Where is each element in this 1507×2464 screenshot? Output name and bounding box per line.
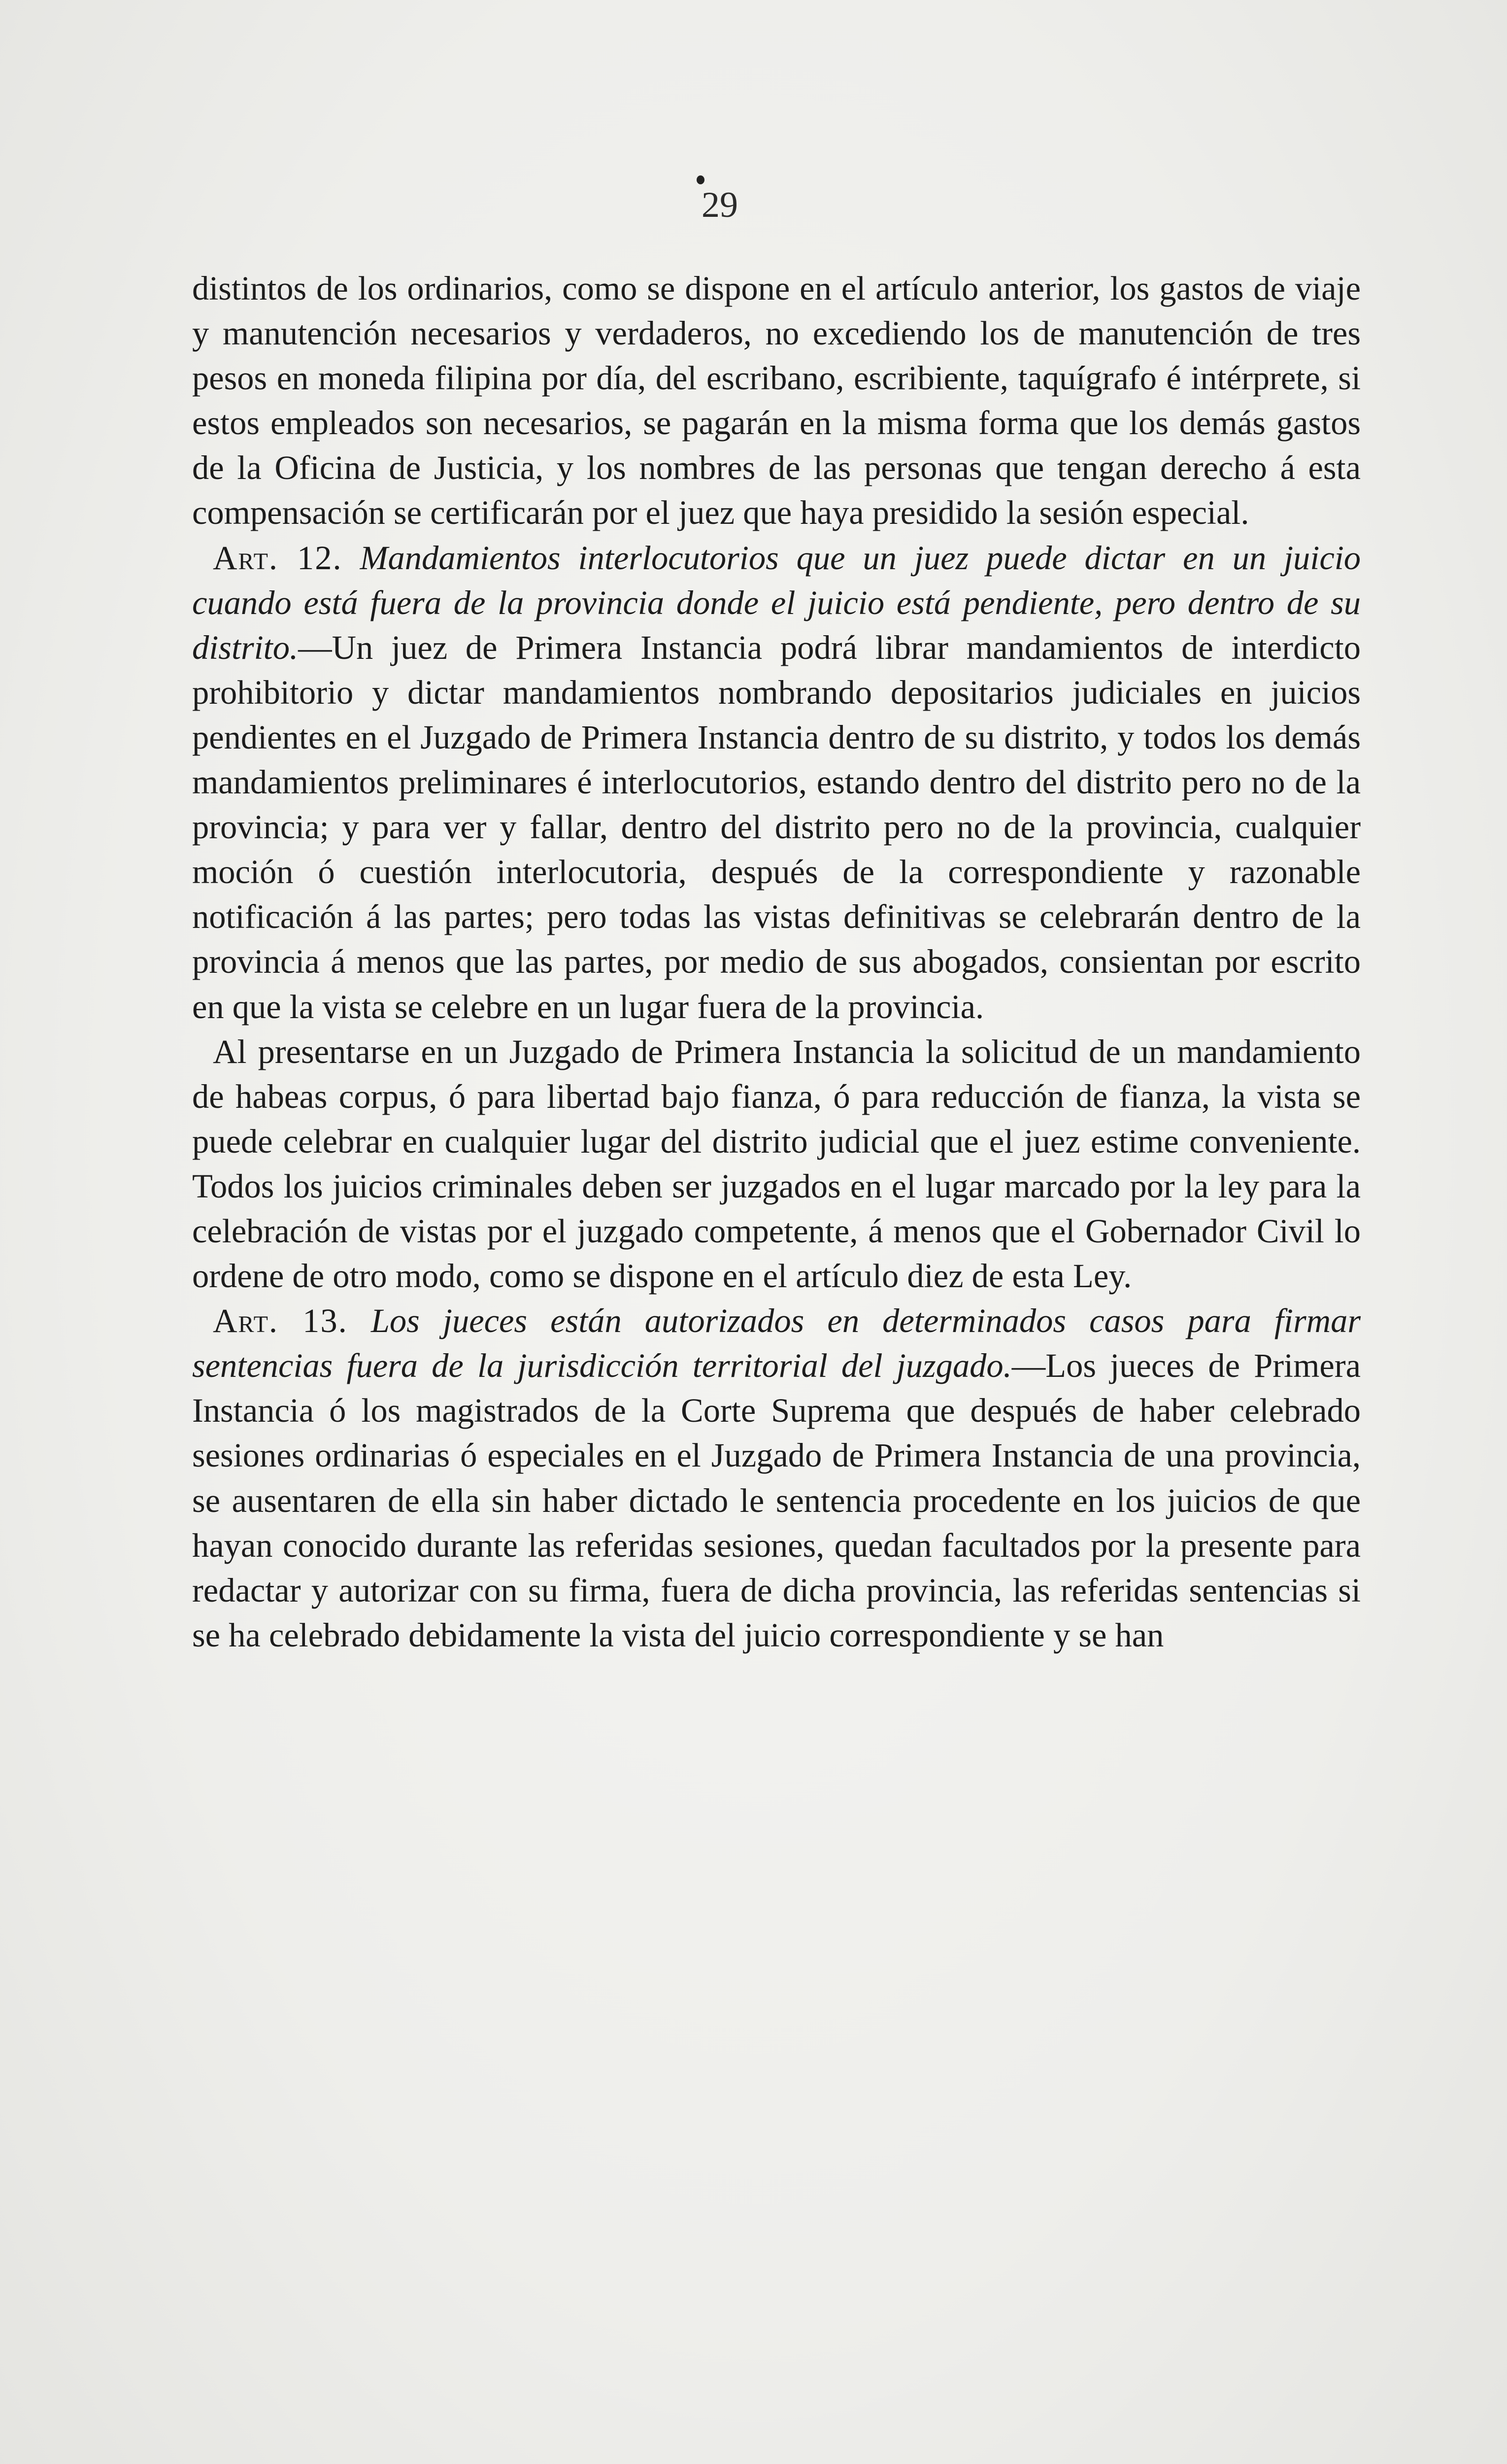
- page-number: 29: [702, 185, 738, 225]
- paragraph-continuation: distintos de los ordinarios, como se dispone en el artículo anterior, los gastos de viaje y manutención necesarios y verdaderos, no excediendo los de manutención de tres pesos en moneda filipina por día, del escribano, escribiente, taquígrafo é intérprete, si estos empleados son necesarios, se pagarán en la misma forma que los demás gastos de la Oficina de Justicia, y los nombres de las personas que tengan derecho á esta compensación se certificarán por el juez que haya presidido la sesión especial.: [192, 270, 1361, 532]
- article-12: [192, 536, 1361, 1029]
- article-13: [192, 1299, 1361, 1658]
- article-13-title: Los jueces están autorizados en determinados casos para firmar sentencias fuera de la jurisdicción territorial del juzgado.: [192, 1302, 1361, 1385]
- article-12-label: Art. 12.: [213, 539, 342, 577]
- body-text: [192, 266, 1361, 1658]
- article-13-label: Art. 13.: [213, 1302, 348, 1340]
- article-12-title: Mandamientos interlocutorios que un juez puede dictar en un juicio cuando está fuera de la provincia donde el juicio está pendiente, pero dentro de su distrito.: [192, 539, 1361, 666]
- paragraph-habeas-corpus: Al presentarse en un Juzgado de Primera Instancia la solicitud de un mandamiento de habeas corpus, ó para libertad bajo fianza, ó para reducción de fianza, la vista se puede celebrar en cualquier lugar del distrito judicial que el juez estime conveniente. Todos los juicios criminales deben ser juzgados en el lugar marcado por la ley para la celebración de vistas por el juzgado competente, á menos que el Gobernador Civil lo ordene de otro modo, como se dispone en el artículo diez de esta Ley.: [192, 1032, 1361, 1295]
- article-12-body: —Un juez de Primera Instancia podrá librar mandamientos de interdicto prohibitorio y dictar mandamientos nombrando depositarios judiciales en juicios pendientes en el Juzgado de Primera Instancia dentro de su distrito, y todos los demás mandamientos preliminares é interlocutorios, estando dentro del distrito pero no de la provincia; y para ver y fallar, dentro del distrito pero no de la provincia, cualquier moción ó cuestión interlocutoria, después de la correspondiente y razonable notificación á las partes; pero todas las vistas definitivas se celebrarán dentro de la provincia á menos que las partes, por medio de sus abogados, consientan por escrito en que la vista se celebre en un lugar fuera de la provincia.: [192, 628, 1361, 1026]
- article-13-body: —Los jueces de Primera Instancia ó los magistrados de la Corte Suprema que después de haber celebrado sesiones ordinarias ó especiales en el Juzgado de Primera Instancia de una provincia, se ausentaren de ella sin haber dictado le sentencia procedente en los juicios de que hayan conocido durante las referidas sesiones, quedan facultados por la presente para redactar y autorizar con su firma, fuera de dicha provincia, las referidas sentencias si se ha celebrado debidamente la vista del juicio correspondiente y se han: [192, 1347, 1361, 1654]
